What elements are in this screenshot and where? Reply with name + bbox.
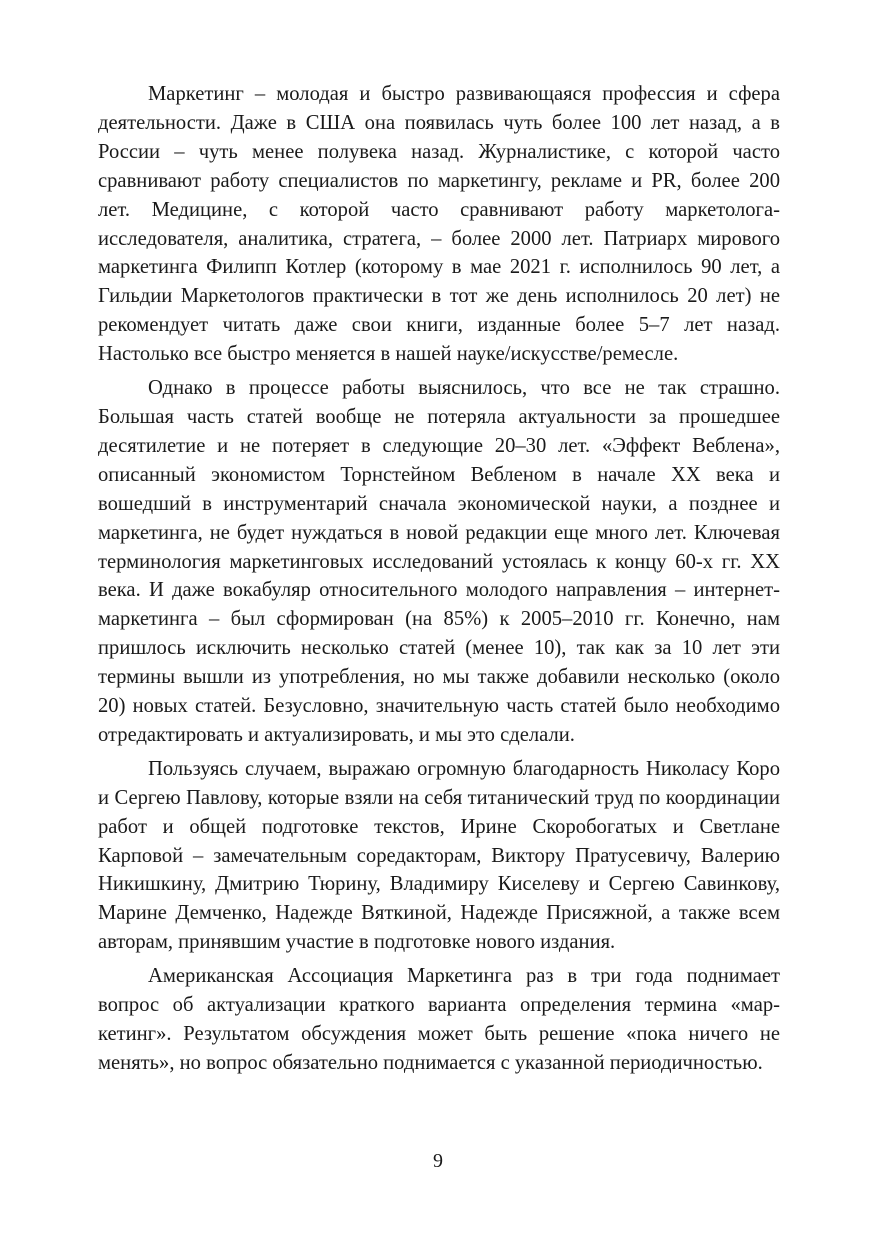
paragraph-1: Маркетинг – молодая и быстро развивающаяся профессия и сфера деятельности. Даже в США она появилась чуть более 100 лет назад, а в России – чуть менее полувека назад. Журналистике, с которой часто сравнивают работу специалистов по маркетингу, рекламе и PR, более 200 лет. Медицине, с которой часто сравнивают работу маркетолога-исследователя, аналитика, стратега, – более 2000 лет. Патриарх мирового маркетинга Филипп Котлер (которому в мае 2021 г. исполнилось 90 лет, а Гильдии Маркетологов практически в тот же день исполнилось 20 лет) не рекомендует читать даже свои книги, изданные более 5–7 лет назад. Настолько все быстро меняется в нашей науке/искусстве/ремесле.: [98, 83, 780, 366]
paragraph-4: Американская Ассоциация Маркетинга раз в три года поднимает вопрос об актуализации краткого варианта определения термина «маркетинг». Результатом обсуждения может быть решение «пока ничего не менять», но вопрос обязательно поднимается с указанной периодичностью.: [98, 965, 780, 1074]
paragraph-2: Однако в процессе работы выяснилось, что все не так страшно. Большая часть статей вообще не потеряла актуальности за прошедшее десятилетие и не потеряет в следующие 20–30 лет. «Эффект Веблена», описанный экономистом Торнстейном Вебленом в начале XX века и вошедший в инструментарий сначала экономической науки, а позднее и маркетинга, не будет нуждаться в новой редакции еще много лет. Ключевая терминология маркетинговых исследований устоялась к концу 60-х гг. XX века. И даже вокабуляр относительного молодого направления – интернет-маркетинга – был сформирован (на 85%) к 2005–2010 гг. Конечно, нам пришлось исключить несколько статей (менее 10), так как за 10 лет эти термины вышли из употребления, но мы также добавили несколько (около 20) новых статей. Безусловно, значительную часть статей было необходимо отредактировать и актуализировать, и мы это сделали.: [98, 377, 780, 746]
paragraph-3: Пользуясь случаем, выражаю огромную благодарность Николасу Коро и Сергею Павлову, которые взяли на себя титанический труд по координации работ и общей подготовке текстов, Ирине Скоробогатых и Светлане Карповой – замечательным соредакторам, Виктору Пратусевичу, Валерию Никишкину, Дмитрию Тюрину, Владимиру Киселеву и Сергею Савинкову, Марине Демченко, Надежде Вяткиной, Надежде Присяжной, а также всем авторам, принявшим участие в подготовке нового издания.: [98, 757, 780, 954]
page-number: 9: [433, 1150, 443, 1172]
body-text: [98, 80, 780, 1083]
